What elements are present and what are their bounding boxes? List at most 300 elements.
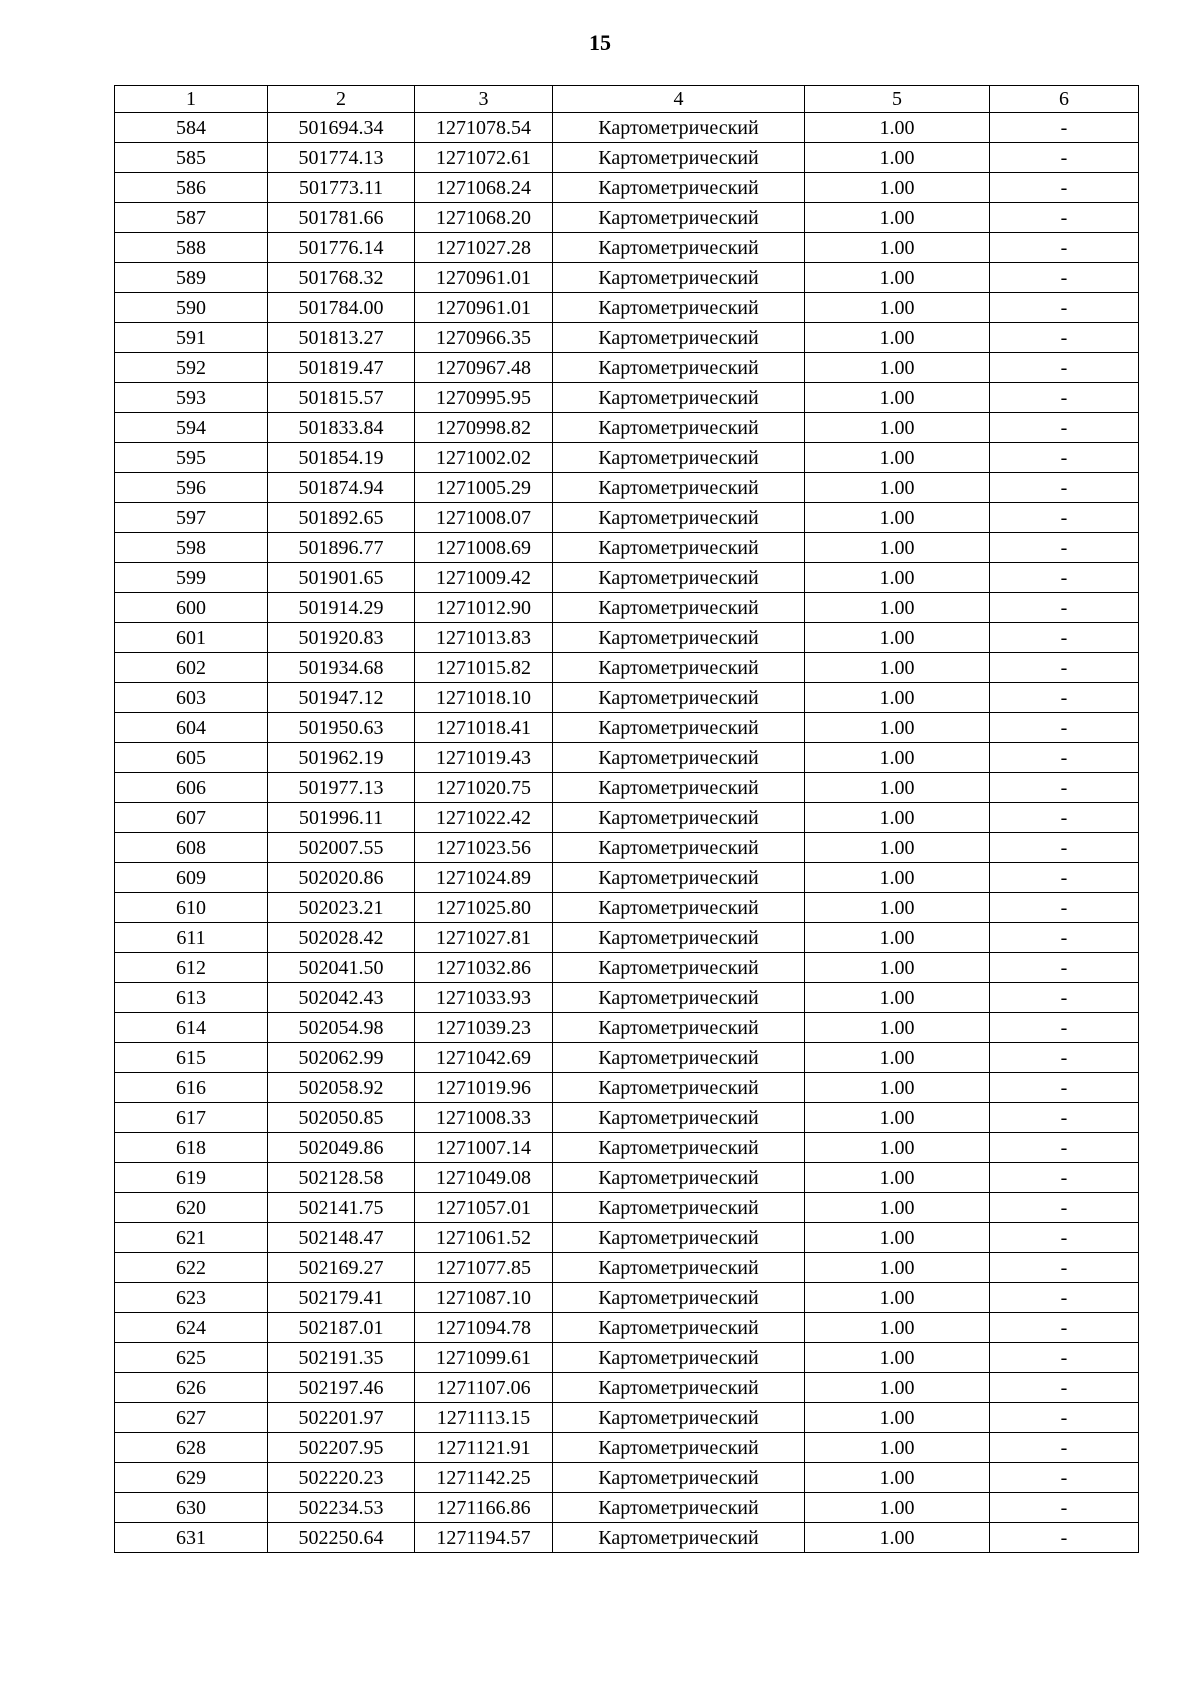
description-cell: - <box>990 1313 1139 1343</box>
point-number-cell: 613 <box>115 983 268 1013</box>
point-number-cell: 619 <box>115 1163 268 1193</box>
method-cell: Картометрический <box>553 923 805 953</box>
description-cell: - <box>990 743 1139 773</box>
table-row <box>115 1463 1139 1493</box>
y-coordinate-cell: 1271008.33 <box>415 1103 553 1133</box>
point-number-cell: 596 <box>115 473 268 503</box>
description-cell: - <box>990 923 1139 953</box>
description-cell: - <box>990 353 1139 383</box>
point-number-cell: 611 <box>115 923 268 953</box>
accuracy-cell: 1.00 <box>805 1403 990 1433</box>
point-number-cell: 604 <box>115 713 268 743</box>
accuracy-cell: 1.00 <box>805 533 990 563</box>
method-cell: Картометрический <box>553 113 805 143</box>
point-number-cell: 629 <box>115 1463 268 1493</box>
x-coordinate-cell: 502148.47 <box>268 1223 415 1253</box>
description-cell: - <box>990 113 1139 143</box>
accuracy-cell: 1.00 <box>805 503 990 533</box>
point-number-cell: 618 <box>115 1133 268 1163</box>
y-coordinate-cell: 1271078.54 <box>415 113 553 143</box>
y-coordinate-cell: 1271057.01 <box>415 1193 553 1223</box>
description-cell: - <box>990 1163 1139 1193</box>
table-row <box>115 263 1139 293</box>
method-cell: Картометрический <box>553 563 805 593</box>
y-coordinate-cell: 1271019.96 <box>415 1073 553 1103</box>
point-number-cell: 617 <box>115 1103 268 1133</box>
method-cell: Картометрический <box>553 1463 805 1493</box>
method-cell: Картометрический <box>553 623 805 653</box>
accuracy-cell: 1.00 <box>805 353 990 383</box>
table-row <box>115 413 1139 443</box>
accuracy-cell: 1.00 <box>805 713 990 743</box>
y-coordinate-cell: 1271009.42 <box>415 563 553 593</box>
method-cell: Картометрический <box>553 473 805 503</box>
accuracy-cell: 1.00 <box>805 953 990 983</box>
accuracy-cell: 1.00 <box>805 1433 990 1463</box>
point-number-cell: 593 <box>115 383 268 413</box>
table-row <box>115 1253 1139 1283</box>
description-cell: - <box>990 203 1139 233</box>
description-cell: - <box>990 953 1139 983</box>
x-coordinate-cell: 501815.57 <box>268 383 415 413</box>
x-coordinate-cell: 501773.11 <box>268 173 415 203</box>
y-coordinate-cell: 1271099.61 <box>415 1343 553 1373</box>
table-row <box>115 713 1139 743</box>
x-coordinate-cell: 501950.63 <box>268 713 415 743</box>
x-coordinate-cell: 501962.19 <box>268 743 415 773</box>
method-cell: Картометрический <box>553 1493 805 1523</box>
x-coordinate-cell: 502042.43 <box>268 983 415 1013</box>
accuracy-cell: 1.00 <box>805 1313 990 1343</box>
point-number-cell: 589 <box>115 263 268 293</box>
x-coordinate-cell: 502250.64 <box>268 1523 415 1553</box>
y-coordinate-cell: 1271005.29 <box>415 473 553 503</box>
description-cell: - <box>990 473 1139 503</box>
x-coordinate-cell: 501776.14 <box>268 233 415 263</box>
accuracy-cell: 1.00 <box>805 1013 990 1043</box>
table-row <box>115 353 1139 383</box>
column-header: 5 <box>805 86 990 113</box>
table-row <box>115 563 1139 593</box>
y-coordinate-cell: 1271027.81 <box>415 923 553 953</box>
y-coordinate-cell: 1271002.02 <box>415 443 553 473</box>
table-row <box>115 1343 1139 1373</box>
accuracy-cell: 1.00 <box>805 1193 990 1223</box>
accuracy-cell: 1.00 <box>805 383 990 413</box>
accuracy-cell: 1.00 <box>805 923 990 953</box>
description-cell: - <box>990 443 1139 473</box>
method-cell: Картометрический <box>553 1073 805 1103</box>
table-row <box>115 953 1139 983</box>
method-cell: Картометрический <box>553 713 805 743</box>
point-number-cell: 620 <box>115 1193 268 1223</box>
y-coordinate-cell: 1271166.86 <box>415 1493 553 1523</box>
method-cell: Картометрический <box>553 1313 805 1343</box>
method-cell: Картометрический <box>553 773 805 803</box>
table-row <box>115 1313 1139 1343</box>
y-coordinate-cell: 1271022.42 <box>415 803 553 833</box>
y-coordinate-cell: 1271039.23 <box>415 1013 553 1043</box>
x-coordinate-cell: 502007.55 <box>268 833 415 863</box>
accuracy-cell: 1.00 <box>805 833 990 863</box>
method-cell: Картометрический <box>553 743 805 773</box>
point-number-cell: 622 <box>115 1253 268 1283</box>
method-cell: Картометрический <box>553 503 805 533</box>
description-cell: - <box>990 1463 1139 1493</box>
y-coordinate-cell: 1271049.08 <box>415 1163 553 1193</box>
y-coordinate-cell: 1271142.25 <box>415 1463 553 1493</box>
x-coordinate-cell: 501934.68 <box>268 653 415 683</box>
point-number-cell: 625 <box>115 1343 268 1373</box>
method-cell: Картометрический <box>553 1403 805 1433</box>
y-coordinate-cell: 1271094.78 <box>415 1313 553 1343</box>
y-coordinate-cell: 1271061.52 <box>415 1223 553 1253</box>
x-coordinate-cell: 502049.86 <box>268 1133 415 1163</box>
accuracy-cell: 1.00 <box>805 263 990 293</box>
method-cell: Картометрический <box>553 953 805 983</box>
table-row <box>115 1223 1139 1253</box>
accuracy-cell: 1.00 <box>805 113 990 143</box>
y-coordinate-cell: 1271007.14 <box>415 1133 553 1163</box>
method-cell: Картометрический <box>553 1283 805 1313</box>
column-header: 4 <box>553 86 805 113</box>
point-number-cell: 584 <box>115 113 268 143</box>
point-number-cell: 626 <box>115 1373 268 1403</box>
method-cell: Картометрический <box>553 413 805 443</box>
y-coordinate-cell: 1271033.93 <box>415 983 553 1013</box>
column-header: 2 <box>268 86 415 113</box>
point-number-cell: 605 <box>115 743 268 773</box>
method-cell: Картометрический <box>553 1013 805 1043</box>
point-number-cell: 615 <box>115 1043 268 1073</box>
y-coordinate-cell: 1270995.95 <box>415 383 553 413</box>
point-number-cell: 609 <box>115 863 268 893</box>
method-cell: Картометрический <box>553 263 805 293</box>
point-number-cell: 621 <box>115 1223 268 1253</box>
table-row <box>115 503 1139 533</box>
x-coordinate-cell: 502028.42 <box>268 923 415 953</box>
accuracy-cell: 1.00 <box>805 1043 990 1073</box>
table-row <box>115 923 1139 953</box>
description-cell: - <box>990 413 1139 443</box>
accuracy-cell: 1.00 <box>805 1343 990 1373</box>
x-coordinate-cell: 502128.58 <box>268 1163 415 1193</box>
description-cell: - <box>990 1283 1139 1313</box>
accuracy-cell: 1.00 <box>805 863 990 893</box>
accuracy-cell: 1.00 <box>805 1463 990 1493</box>
method-cell: Картометрический <box>553 683 805 713</box>
table-row <box>115 773 1139 803</box>
x-coordinate-cell: 502207.95 <box>268 1433 415 1463</box>
description-cell: - <box>990 1403 1139 1433</box>
accuracy-cell: 1.00 <box>805 323 990 353</box>
description-cell: - <box>990 713 1139 743</box>
x-coordinate-cell: 501901.65 <box>268 563 415 593</box>
y-coordinate-cell: 1271113.15 <box>415 1403 553 1433</box>
table-row <box>115 743 1139 773</box>
point-number-cell: 585 <box>115 143 268 173</box>
method-cell: Картометрический <box>553 1433 805 1463</box>
method-cell: Картометрический <box>553 443 805 473</box>
description-cell: - <box>990 1433 1139 1463</box>
description-cell: - <box>990 593 1139 623</box>
table-body <box>115 113 1139 1553</box>
y-coordinate-cell: 1271027.28 <box>415 233 553 263</box>
x-coordinate-cell: 502054.98 <box>268 1013 415 1043</box>
x-coordinate-cell: 502179.41 <box>268 1283 415 1313</box>
table-row <box>115 473 1139 503</box>
description-cell: - <box>990 233 1139 263</box>
x-coordinate-cell: 501896.77 <box>268 533 415 563</box>
method-cell: Картометрический <box>553 1103 805 1133</box>
description-cell: - <box>990 1373 1139 1403</box>
method-cell: Картометрический <box>553 383 805 413</box>
table-row <box>115 533 1139 563</box>
point-number-cell: 606 <box>115 773 268 803</box>
x-coordinate-cell: 501947.12 <box>268 683 415 713</box>
method-cell: Картометрический <box>553 533 805 563</box>
method-cell: Картометрический <box>553 1253 805 1283</box>
accuracy-cell: 1.00 <box>805 773 990 803</box>
y-coordinate-cell: 1271020.75 <box>415 773 553 803</box>
accuracy-cell: 1.00 <box>805 443 990 473</box>
column-header: 1 <box>115 86 268 113</box>
description-cell: - <box>990 1073 1139 1103</box>
accuracy-cell: 1.00 <box>805 1523 990 1553</box>
point-number-cell: 599 <box>115 563 268 593</box>
accuracy-cell: 1.00 <box>805 683 990 713</box>
y-coordinate-cell: 1271018.10 <box>415 683 553 713</box>
x-coordinate-cell: 501784.00 <box>268 293 415 323</box>
accuracy-cell: 1.00 <box>805 1253 990 1283</box>
x-coordinate-cell: 502169.27 <box>268 1253 415 1283</box>
table-row <box>115 1373 1139 1403</box>
y-coordinate-cell: 1271087.10 <box>415 1283 553 1313</box>
point-number-cell: 594 <box>115 413 268 443</box>
y-coordinate-cell: 1270961.01 <box>415 263 553 293</box>
method-cell: Картометрический <box>553 233 805 263</box>
accuracy-cell: 1.00 <box>805 1283 990 1313</box>
table-header-row <box>115 86 1139 113</box>
point-number-cell: 600 <box>115 593 268 623</box>
method-cell: Картометрический <box>553 1373 805 1403</box>
accuracy-cell: 1.00 <box>805 653 990 683</box>
x-coordinate-cell: 502062.99 <box>268 1043 415 1073</box>
x-coordinate-cell: 501768.32 <box>268 263 415 293</box>
y-coordinate-cell: 1271008.69 <box>415 533 553 563</box>
column-header: 6 <box>990 86 1139 113</box>
method-cell: Картометрический <box>553 653 805 683</box>
description-cell: - <box>990 1493 1139 1523</box>
description-cell: - <box>990 143 1139 173</box>
point-number-cell: 616 <box>115 1073 268 1103</box>
x-coordinate-cell: 502197.46 <box>268 1373 415 1403</box>
method-cell: Картометрический <box>553 1343 805 1373</box>
accuracy-cell: 1.00 <box>805 593 990 623</box>
x-coordinate-cell: 501819.47 <box>268 353 415 383</box>
description-cell: - <box>990 1223 1139 1253</box>
accuracy-cell: 1.00 <box>805 1073 990 1103</box>
x-coordinate-cell: 502020.86 <box>268 863 415 893</box>
x-coordinate-cell: 502050.85 <box>268 1103 415 1133</box>
point-number-cell: 586 <box>115 173 268 203</box>
x-coordinate-cell: 501813.27 <box>268 323 415 353</box>
x-coordinate-cell: 501833.84 <box>268 413 415 443</box>
table-row <box>115 1403 1139 1433</box>
x-coordinate-cell: 501914.29 <box>268 593 415 623</box>
description-cell: - <box>990 803 1139 833</box>
x-coordinate-cell: 501854.19 <box>268 443 415 473</box>
y-coordinate-cell: 1271023.56 <box>415 833 553 863</box>
point-number-cell: 614 <box>115 1013 268 1043</box>
description-cell: - <box>990 1133 1139 1163</box>
point-number-cell: 601 <box>115 623 268 653</box>
method-cell: Картометрический <box>553 1193 805 1223</box>
point-number-cell: 624 <box>115 1313 268 1343</box>
method-cell: Картометрический <box>553 353 805 383</box>
table-row <box>115 113 1139 143</box>
table-row <box>115 1133 1139 1163</box>
table-row <box>115 173 1139 203</box>
table-row <box>115 683 1139 713</box>
coordinates-table <box>114 85 1139 1553</box>
point-number-cell: 627 <box>115 1403 268 1433</box>
accuracy-cell: 1.00 <box>805 1493 990 1523</box>
table-row <box>115 803 1139 833</box>
x-coordinate-cell: 502041.50 <box>268 953 415 983</box>
description-cell: - <box>990 1253 1139 1283</box>
table-row <box>115 1073 1139 1103</box>
point-number-cell: 602 <box>115 653 268 683</box>
x-coordinate-cell: 502141.75 <box>268 1193 415 1223</box>
y-coordinate-cell: 1271072.61 <box>415 143 553 173</box>
point-number-cell: 598 <box>115 533 268 563</box>
x-coordinate-cell: 501996.11 <box>268 803 415 833</box>
method-cell: Картометрический <box>553 1163 805 1193</box>
point-number-cell: 592 <box>115 353 268 383</box>
accuracy-cell: 1.00 <box>805 233 990 263</box>
description-cell: - <box>990 893 1139 923</box>
accuracy-cell: 1.00 <box>805 413 990 443</box>
description-cell: - <box>990 773 1139 803</box>
method-cell: Картометрический <box>553 143 805 173</box>
method-cell: Картометрический <box>553 1223 805 1253</box>
description-cell: - <box>990 383 1139 413</box>
description-cell: - <box>990 503 1139 533</box>
x-coordinate-cell: 501694.34 <box>268 113 415 143</box>
y-coordinate-cell: 1271032.86 <box>415 953 553 983</box>
x-coordinate-cell: 501977.13 <box>268 773 415 803</box>
table-row <box>115 383 1139 413</box>
table-row <box>115 1523 1139 1553</box>
table-row <box>115 143 1139 173</box>
description-cell: - <box>990 983 1139 1013</box>
accuracy-cell: 1.00 <box>805 293 990 323</box>
accuracy-cell: 1.00 <box>805 1163 990 1193</box>
accuracy-cell: 1.00 <box>805 1373 990 1403</box>
table-row <box>115 1193 1139 1223</box>
point-number-cell: 595 <box>115 443 268 473</box>
page-number: 15 <box>589 30 611 55</box>
description-cell: - <box>990 1193 1139 1223</box>
y-coordinate-cell: 1271013.83 <box>415 623 553 653</box>
description-cell: - <box>990 1343 1139 1373</box>
table-row <box>115 1103 1139 1133</box>
y-coordinate-cell: 1271015.82 <box>415 653 553 683</box>
point-number-cell: 608 <box>115 833 268 863</box>
accuracy-cell: 1.00 <box>805 1223 990 1253</box>
table-row <box>115 443 1139 473</box>
accuracy-cell: 1.00 <box>805 803 990 833</box>
y-coordinate-cell: 1271012.90 <box>415 593 553 623</box>
method-cell: Картометрический <box>553 293 805 323</box>
point-number-cell: 623 <box>115 1283 268 1313</box>
y-coordinate-cell: 1271121.91 <box>415 1433 553 1463</box>
table-row <box>115 1433 1139 1463</box>
accuracy-cell: 1.00 <box>805 143 990 173</box>
x-coordinate-cell: 502201.97 <box>268 1403 415 1433</box>
y-coordinate-cell: 1271107.06 <box>415 1373 553 1403</box>
table-row <box>115 1043 1139 1073</box>
description-cell: - <box>990 293 1139 323</box>
y-coordinate-cell: 1271194.57 <box>415 1523 553 1553</box>
point-number-cell: 603 <box>115 683 268 713</box>
method-cell: Картометрический <box>553 893 805 923</box>
y-coordinate-cell: 1271024.89 <box>415 863 553 893</box>
point-number-cell: 628 <box>115 1433 268 1463</box>
accuracy-cell: 1.00 <box>805 623 990 653</box>
point-number-cell: 587 <box>115 203 268 233</box>
table-row <box>115 323 1139 353</box>
method-cell: Картометрический <box>553 1043 805 1073</box>
point-number-cell: 588 <box>115 233 268 263</box>
y-coordinate-cell: 1271018.41 <box>415 713 553 743</box>
table-row <box>115 893 1139 923</box>
y-coordinate-cell: 1270961.01 <box>415 293 553 323</box>
table-row <box>115 1493 1139 1523</box>
method-cell: Картометрический <box>553 593 805 623</box>
description-cell: - <box>990 653 1139 683</box>
description-cell: - <box>990 863 1139 893</box>
accuracy-cell: 1.00 <box>805 743 990 773</box>
accuracy-cell: 1.00 <box>805 563 990 593</box>
method-cell: Картометрический <box>553 1133 805 1163</box>
point-number-cell: 591 <box>115 323 268 353</box>
description-cell: - <box>990 323 1139 353</box>
table-row <box>115 203 1139 233</box>
description-cell: - <box>990 1043 1139 1073</box>
description-cell: - <box>990 173 1139 203</box>
y-coordinate-cell: 1271068.20 <box>415 203 553 233</box>
description-cell: - <box>990 1103 1139 1133</box>
accuracy-cell: 1.00 <box>805 203 990 233</box>
table-row <box>115 653 1139 683</box>
y-coordinate-cell: 1271025.80 <box>415 893 553 923</box>
x-coordinate-cell: 502191.35 <box>268 1343 415 1373</box>
y-coordinate-cell: 1271068.24 <box>415 173 553 203</box>
y-coordinate-cell: 1271042.69 <box>415 1043 553 1073</box>
method-cell: Картометрический <box>553 203 805 233</box>
description-cell: - <box>990 563 1139 593</box>
accuracy-cell: 1.00 <box>805 983 990 1013</box>
y-coordinate-cell: 1270966.35 <box>415 323 553 353</box>
accuracy-cell: 1.00 <box>805 173 990 203</box>
description-cell: - <box>990 623 1139 653</box>
method-cell: Картометрический <box>553 1523 805 1553</box>
x-coordinate-cell: 502234.53 <box>268 1493 415 1523</box>
description-cell: - <box>990 263 1139 293</box>
y-coordinate-cell: 1271077.85 <box>415 1253 553 1283</box>
